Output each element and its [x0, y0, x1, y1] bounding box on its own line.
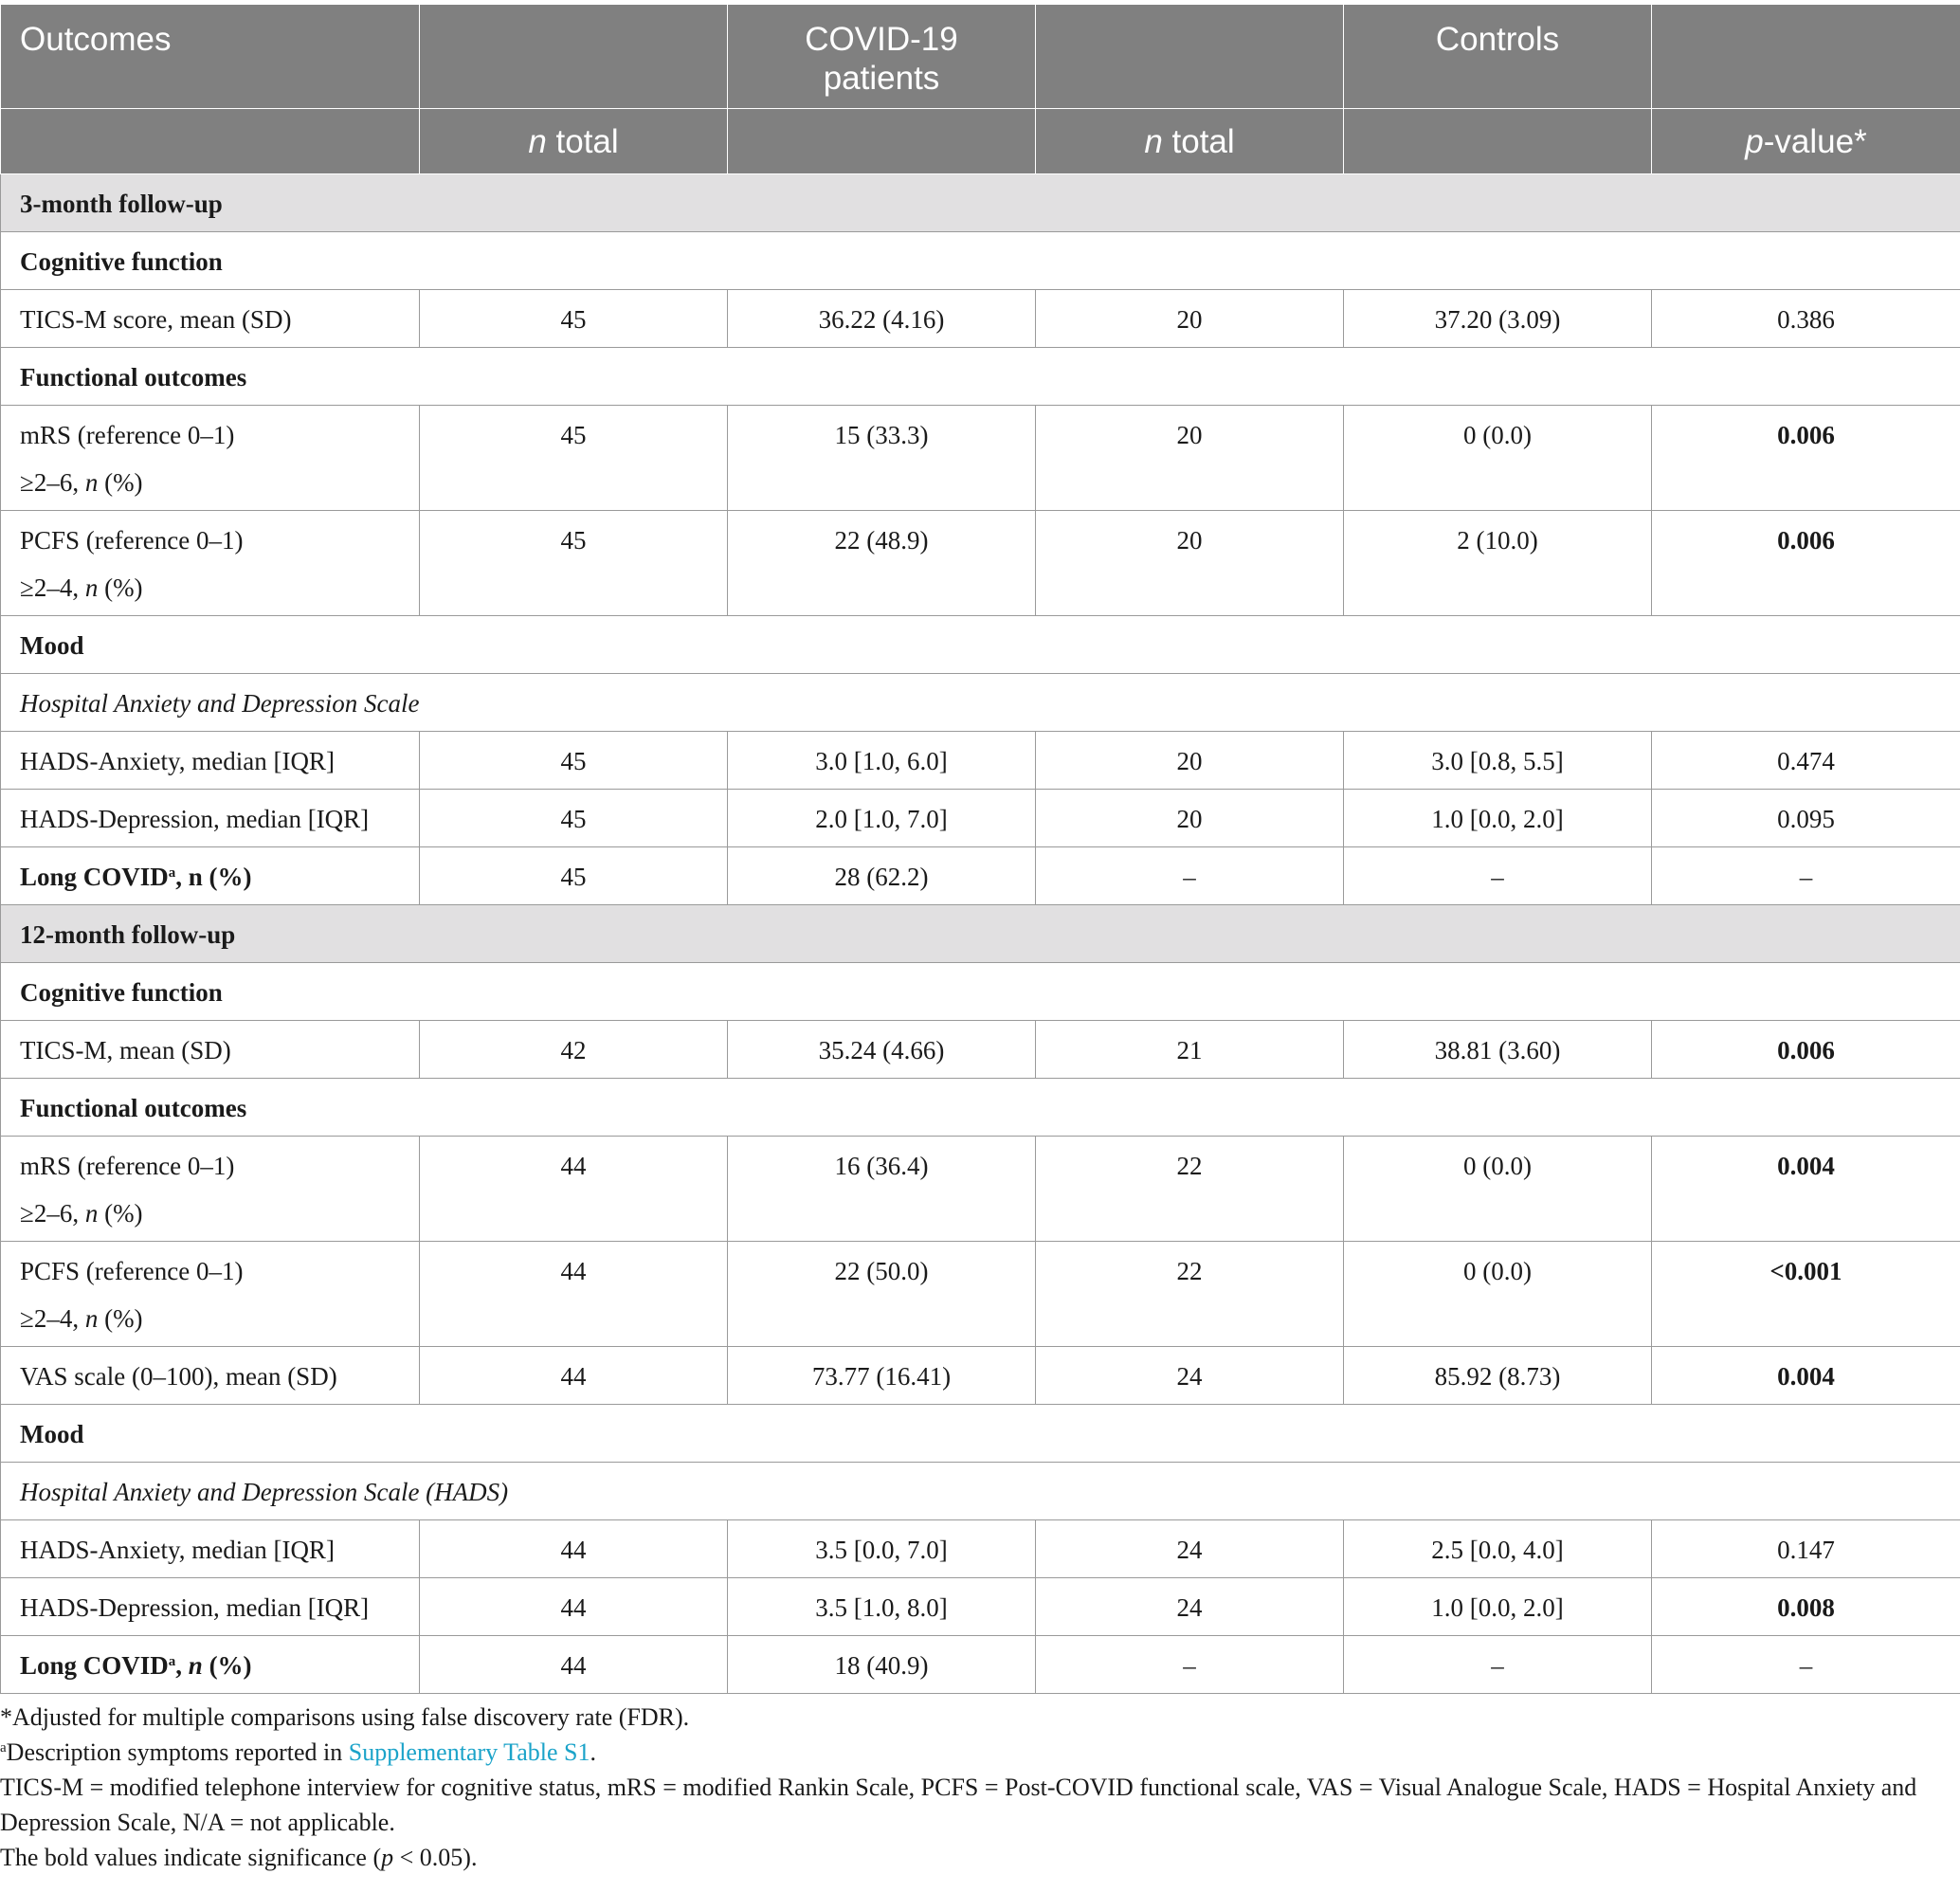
- cell-n-patients: 44: [420, 1242, 728, 1347]
- cell-n-patients: 44: [420, 1347, 728, 1405]
- cell-n-controls: 22: [1036, 1242, 1344, 1347]
- header-row-1: [1, 5, 1960, 109]
- row-label: TICS-M score, mean (SD): [1, 290, 420, 348]
- cell-n-patients: 45: [420, 290, 728, 348]
- subcategory-row: [1, 674, 1960, 732]
- cell-value-patients: 22 (50.0): [728, 1242, 1036, 1347]
- row-label: VAS scale (0–100), mean (SD): [1, 1347, 420, 1405]
- cell-value-patients: 16 (36.4): [728, 1137, 1036, 1242]
- cell-value-controls: 0 (0.0): [1344, 1137, 1652, 1242]
- cell-n-controls: 24: [1036, 1578, 1344, 1636]
- table-row: [1, 1021, 1960, 1079]
- cell-value-controls: –: [1344, 1636, 1652, 1694]
- table-row: [1, 511, 1960, 616]
- category-title: Functional outcomes: [1, 1079, 1960, 1137]
- section-row-12-month: [1, 905, 1960, 963]
- cell-n-controls: 20: [1036, 511, 1344, 616]
- col-subheader-empty: [1, 109, 420, 174]
- cell-n-controls: –: [1036, 847, 1344, 905]
- cell-value-patients: 3.5 [1.0, 8.0]: [728, 1578, 1036, 1636]
- section-row-3-month: [1, 174, 1960, 232]
- table-body: [1, 174, 1960, 1694]
- cell-p-value: 0.386: [1652, 290, 1960, 348]
- cell-value-controls: 1.0 [0.0, 2.0]: [1344, 1578, 1652, 1636]
- cell-value-controls: 2 (10.0): [1344, 511, 1652, 616]
- row-label: mRS (reference 0–1) ≥2–6, n (%): [1, 406, 420, 511]
- row-label: PCFS (reference 0–1) ≥2–4, n (%): [1, 1242, 420, 1347]
- category-row: [1, 963, 1960, 1021]
- cell-p-value: –: [1652, 1636, 1960, 1694]
- table-row: [1, 1520, 1960, 1578]
- cell-value-controls: 38.81 (3.60): [1344, 1021, 1652, 1079]
- cell-n-controls: 20: [1036, 406, 1344, 511]
- footnote-abbreviations: TICS-M = modified telephone interview for cognitive status, mRS = modified Rankin Scale, PCFS = Post-COVID functional scale, VAS = Visual Analogue Scale, HADS = Hospital Anxiety and Depression Scale, N/A = not applicable.: [0, 1774, 1917, 1836]
- category-row: [1, 616, 1960, 674]
- cell-value-controls: 2.5 [0.0, 4.0]: [1344, 1520, 1652, 1578]
- results-table-figure: [0, 4, 1960, 1875]
- cell-n-patients: 44: [420, 1636, 728, 1694]
- cell-n-controls: 24: [1036, 1347, 1344, 1405]
- col-header-blank-1: [420, 5, 728, 109]
- cell-p-value: –: [1652, 847, 1960, 905]
- footnote-bold: The bold values indicate significance (p < 0.05).: [0, 1844, 478, 1871]
- cell-n-controls: 21: [1036, 1021, 1344, 1079]
- cell-n-patients: 44: [420, 1137, 728, 1242]
- cell-p-value: 0.095: [1652, 790, 1960, 847]
- footnote-a: $^a$Description symptoms reported in Supplementary Table S1.: [0, 1738, 597, 1766]
- row-label: HADS-Depression, median [IQR]: [1, 790, 420, 847]
- cell-value-patients: 28 (62.2): [728, 847, 1036, 905]
- category-row: [1, 1079, 1960, 1137]
- category-title: Cognitive function: [1, 232, 1960, 290]
- cell-p-value: 0.004: [1652, 1347, 1960, 1405]
- row-label: HADS-Depression, median [IQR]: [1, 1578, 420, 1636]
- cell-n-patients: 42: [420, 1021, 728, 1079]
- cell-n-controls: 22: [1036, 1137, 1344, 1242]
- col-subheader-n-total-patients: n total: [420, 109, 728, 174]
- subcategory-title: Hospital Anxiety and Depression Scale: [1, 674, 1960, 732]
- cell-n-patients: 44: [420, 1520, 728, 1578]
- cell-value-patients: 18 (40.9): [728, 1636, 1036, 1694]
- row-label: Long COVID$^a$, n (%): [1, 1636, 420, 1694]
- subcategory-title: Hospital Anxiety and Depression Scale (HADS): [1, 1463, 1960, 1520]
- cell-value-controls: 37.20 (3.09): [1344, 290, 1652, 348]
- cell-value-controls: 3.0 [0.8, 5.5]: [1344, 732, 1652, 790]
- col-header-blank-3: [1652, 5, 1960, 109]
- table-row: [1, 1578, 1960, 1636]
- header-row-2: [1, 109, 1960, 174]
- cell-value-controls: 1.0 [0.0, 2.0]: [1344, 790, 1652, 847]
- supplementary-table-link[interactable]: Supplementary Table S1: [348, 1738, 590, 1766]
- category-row: [1, 348, 1960, 406]
- table-row: [1, 847, 1960, 905]
- col-header-covid-patients: COVID-19 patients: [728, 5, 1036, 109]
- cell-value-patients: 35.24 (4.66): [728, 1021, 1036, 1079]
- outcomes-table: [0, 4, 1960, 1694]
- cell-n-controls: 20: [1036, 290, 1344, 348]
- row-label: Long COVID$^a$, n (%): [1, 847, 420, 905]
- cell-p-value: 0.147: [1652, 1520, 1960, 1578]
- cell-value-patients: 15 (33.3): [728, 406, 1036, 511]
- col-subheader-empty-2: [728, 109, 1036, 174]
- cell-p-value: 0.006: [1652, 406, 1960, 511]
- cell-p-value: 0.474: [1652, 732, 1960, 790]
- category-row: [1, 232, 1960, 290]
- cell-n-patients: 45: [420, 790, 728, 847]
- category-row: [1, 1405, 1960, 1463]
- footnote-fdr: *Adjusted for multiple comparisons using false discovery rate (FDR).: [0, 1703, 690, 1731]
- row-label: mRS (reference 0–1) ≥2–6, n (%): [1, 1137, 420, 1242]
- section-title: 12-month follow-up: [1, 905, 1960, 963]
- table-footnotes: [0, 1700, 1960, 1875]
- cell-value-patients: 73.77 (16.41): [728, 1347, 1036, 1405]
- table-row: [1, 1242, 1960, 1347]
- category-title: Cognitive function: [1, 963, 1960, 1021]
- cell-n-patients: 44: [420, 1578, 728, 1636]
- cell-n-patients: 45: [420, 406, 728, 511]
- table-row: [1, 790, 1960, 847]
- cell-n-controls: 24: [1036, 1520, 1344, 1578]
- cell-p-value: 0.006: [1652, 1021, 1960, 1079]
- cell-value-controls: 0 (0.0): [1344, 406, 1652, 511]
- row-label: TICS-M, mean (SD): [1, 1021, 420, 1079]
- cell-value-patients: 22 (48.9): [728, 511, 1036, 616]
- table-row: [1, 732, 1960, 790]
- category-title: Mood: [1, 1405, 1960, 1463]
- subcategory-row: [1, 1463, 1960, 1520]
- cell-value-controls: 0 (0.0): [1344, 1242, 1652, 1347]
- cell-n-controls: 20: [1036, 732, 1344, 790]
- col-subheader-p-value: p-value*: [1652, 109, 1960, 174]
- table-row: [1, 290, 1960, 348]
- cell-value-patients: 3.0 [1.0, 6.0]: [728, 732, 1036, 790]
- category-title: Functional outcomes: [1, 348, 1960, 406]
- table-row: [1, 1636, 1960, 1694]
- table-row: [1, 1137, 1960, 1242]
- table-row: [1, 1347, 1960, 1405]
- cell-p-value: 0.006: [1652, 511, 1960, 616]
- cell-p-value: 0.008: [1652, 1578, 1960, 1636]
- row-label: PCFS (reference 0–1) ≥2–4, n (%): [1, 511, 420, 616]
- section-title: 3-month follow-up: [1, 174, 1960, 232]
- cell-value-patients: 36.22 (4.16): [728, 290, 1036, 348]
- cell-value-controls: 85.92 (8.73): [1344, 1347, 1652, 1405]
- col-subheader-n-total-controls: n total: [1036, 109, 1344, 174]
- cell-value-patients: 2.0 [1.0, 7.0]: [728, 790, 1036, 847]
- cell-n-controls: –: [1036, 1636, 1344, 1694]
- col-header-blank-2: [1036, 5, 1344, 109]
- col-subheader-empty-3: [1344, 109, 1652, 174]
- row-label: HADS-Anxiety, median [IQR]: [1, 1520, 420, 1578]
- cell-n-patients: 45: [420, 511, 728, 616]
- table-header: [1, 5, 1960, 174]
- cell-value-patients: 3.5 [0.0, 7.0]: [728, 1520, 1036, 1578]
- cell-n-patients: 45: [420, 847, 728, 905]
- cell-p-value: <0.001: [1652, 1242, 1960, 1347]
- col-header-outcomes: Outcomes: [1, 5, 420, 109]
- cell-n-patients: 45: [420, 732, 728, 790]
- col-header-controls: Controls: [1344, 5, 1652, 109]
- row-label: HADS-Anxiety, median [IQR]: [1, 732, 420, 790]
- table-row: [1, 406, 1960, 511]
- cell-p-value: 0.004: [1652, 1137, 1960, 1242]
- cell-n-controls: 20: [1036, 790, 1344, 847]
- category-title: Mood: [1, 616, 1960, 674]
- cell-value-controls: –: [1344, 847, 1652, 905]
